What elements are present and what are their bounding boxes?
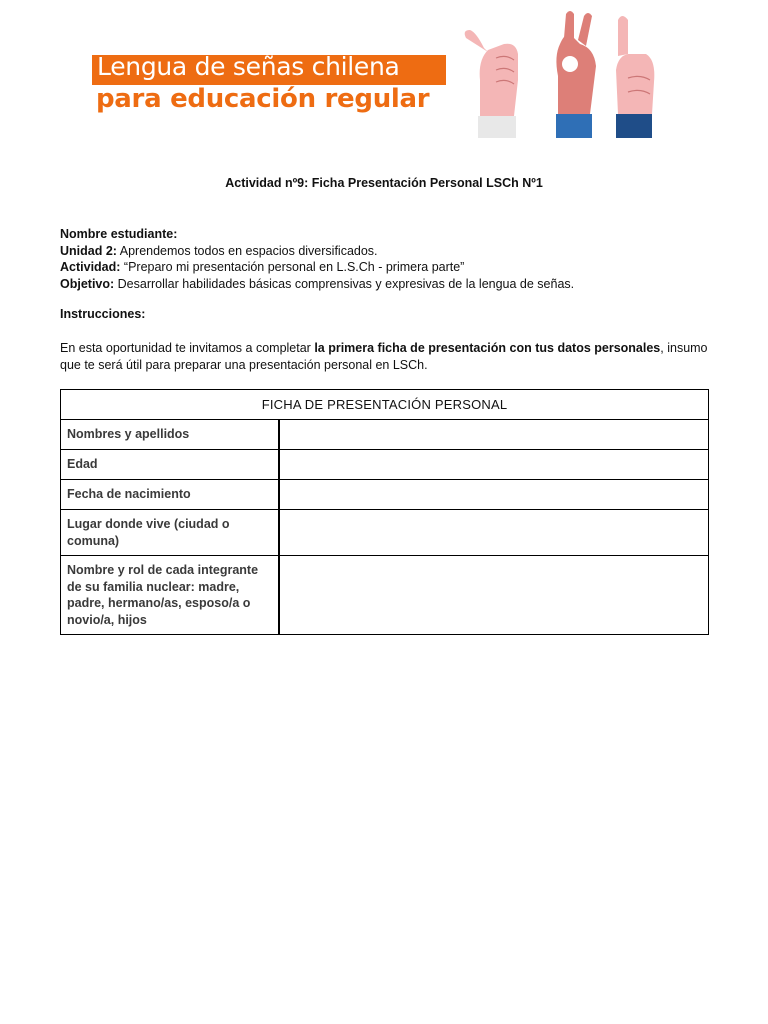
three-hands-sign-language-icon	[460, 8, 660, 140]
unidad-label: Unidad 2:	[60, 243, 117, 258]
table-row	[61, 556, 709, 635]
activity-title: Actividad nº9: Ficha Presentación Personal LSCh Nº1	[225, 176, 543, 190]
presentation-form-table	[60, 389, 709, 635]
student-meta	[60, 226, 574, 292]
table-row	[61, 450, 709, 480]
row-label-nombres: Nombres y apellidos	[61, 420, 280, 450]
table-row	[61, 480, 709, 510]
table-row	[61, 510, 709, 556]
actividad-label: Actividad:	[60, 260, 121, 274]
instructions-text-2: , insumo que te será útil para preparar una presentación personal en LSCh.	[60, 341, 708, 372]
row-label-fecha: Fecha de nacimiento	[61, 480, 280, 510]
row-field-fecha[interactable]	[279, 480, 709, 510]
table-row	[61, 420, 709, 450]
objetivo-value: Desarrollar habilidades básicas comprensivas y expresivas de la lengua de señas.	[114, 276, 575, 291]
actividad-value: “Preparo mi presentación personal en L.S.Ch - primera parte”	[120, 260, 465, 274]
row-field-lugar[interactable]	[279, 510, 709, 556]
unidad-value: Aprendemos todos en espacios diversificados.	[116, 243, 378, 258]
instructions-heading: Instrucciones:	[60, 307, 146, 321]
row-field-familia[interactable]	[279, 556, 709, 635]
instructions-text	[60, 340, 710, 373]
header-title: Lengua de señas chilena	[97, 52, 400, 81]
table-header: FICHA DE PRESENTACIÓN PERSONAL	[61, 390, 709, 420]
row-field-nombres[interactable]	[279, 420, 709, 450]
header-subtitle: para educación regular	[96, 84, 430, 114]
row-label-lugar: Lugar donde vive (ciudad o comuna)	[61, 510, 280, 556]
row-field-edad[interactable]	[279, 450, 709, 480]
nombre-label: Nombre estudiante:	[60, 227, 178, 241]
instructions-text-bold: la primera ficha de presentación con tus datos personales	[314, 341, 661, 355]
instructions-text-1: En esta oportunidad te invitamos a completar	[60, 341, 315, 355]
objetivo-label: Objetivo:	[60, 276, 115, 291]
row-label-edad: Edad	[61, 450, 280, 480]
row-label-familia: Nombre y rol de cada integrante de su familia nuclear: madre, padre, hermano/as, esposo/a o novio/a, hijos	[61, 556, 280, 635]
